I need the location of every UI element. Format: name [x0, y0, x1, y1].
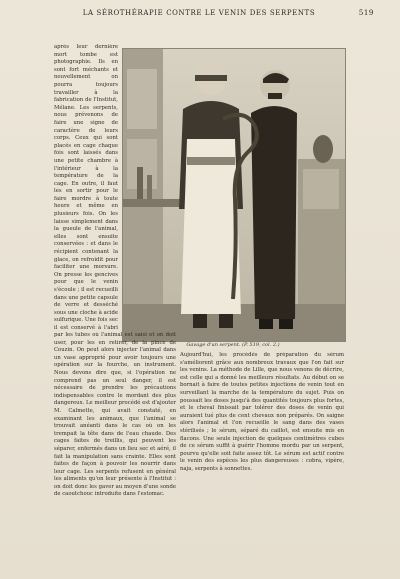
running-header: [54, 9, 374, 21]
photo-illustration: [123, 49, 345, 341]
photograph-two-men-with-snake: [122, 48, 346, 342]
running-title: LA SÉROTHÉRAPIE CONTRE LE VENIN DES SERPENTS: [82, 9, 316, 17]
lower-left-column-text: par les tubes où l'animal est saisi et on doit user, pour les en retirer, de la pince de Couzin. On peut alors injecter l'animal dans un vase approprié pour avoir toujours une opération sur la fourche, un instrument. Nous devons dire que, si l'opération ne comprend pas un seul danger, il est nécessaire de prendre les précautions indispensables contre le mordant des plus dangereux. Le meilleur procédé est d'ajouter M. Calmette, qui avait constaté, en examinant les animaux, que l'animal se trouvait anéanti dans le cas où on les trempait la tête dans de l'eau chaude. Des cages faites de treillis, qui peuvent les séparer, enfermés dans un lieu sec et aéré, il fait la manipulation sans crainte. Elles sont faites de façon à pouvoir les nourrir dans leur cage. Les serpents refusent en général les aliments qu'on leur présente à l'Institut : on doit donc les gaver au moyen d'une sonde de caoutchouc introduite dans l'estomac.: [54, 332, 176, 498]
left-column-text: après leur dernière mort tombe est photographie. Ils en sont fort méchants et nouvellement on pourra toujours travailler à la fabrication de l'Institut, Mélane. Les serpents, nous prévenons de faire une signe de caractère de leurs corps. Ceux qui sont placés en cage chaque fois sont laissés dans une petite chambre à l'intérieur à la température de la cage. En outre, il faut les en sortir pour le faire mordre à toute heure et même en plusieurs fois. On les laisse simplement dans la gueule de l'animal, elles sont ensuite conservées : et dans le récipient contenant la glace, on refroidit pour faciliter une morsure. On presse les gencives pour que le venin s'écoule ; il est recueilli dans une petite capsule de verre et desséché sous une cloche à acide sulfurique. Une fois sec il est conservé à l'abri: [54, 44, 118, 329]
page-number: 519: [358, 9, 374, 17]
photo-caption: Gavage d'un serpent. (P. 519, col. 2.): [186, 342, 280, 348]
lower-right-column-text: Aujourd'hui, les procédés de préparation du sérum s'améliorent grâce aux nombreux travaux que l'on fait sur les venins. La méthode de Lille, que nous venons de décrire, est celle qui a donné les meilleurs résultats. Au début on se bornait à faire de toutes petites injections de venin tout en surveillant la marche de la température du sujet. Puis on poussait les doses jusqu'à des quantités toujours plus fortes, et le cheval finissait par tolérer des doses de venin qui auraient tué plus de cent chevaux non préparés. On saigne alors l'animal et l'on recueille le sang dans des vases stérilisés ; le sérum, séparé du caillot, est ensuite mis en flacons. Une seule injection de quelques centimètres cubes de ce sérum suffit à guérir l'homme mordu par un serpent, pourvu qu'elle soit faite assez tôt. Le sérum est actif contre le venin des espèces les plus dangereuses : cobra, vipère, naja, serpents à sonnettes.: [180, 352, 344, 472]
